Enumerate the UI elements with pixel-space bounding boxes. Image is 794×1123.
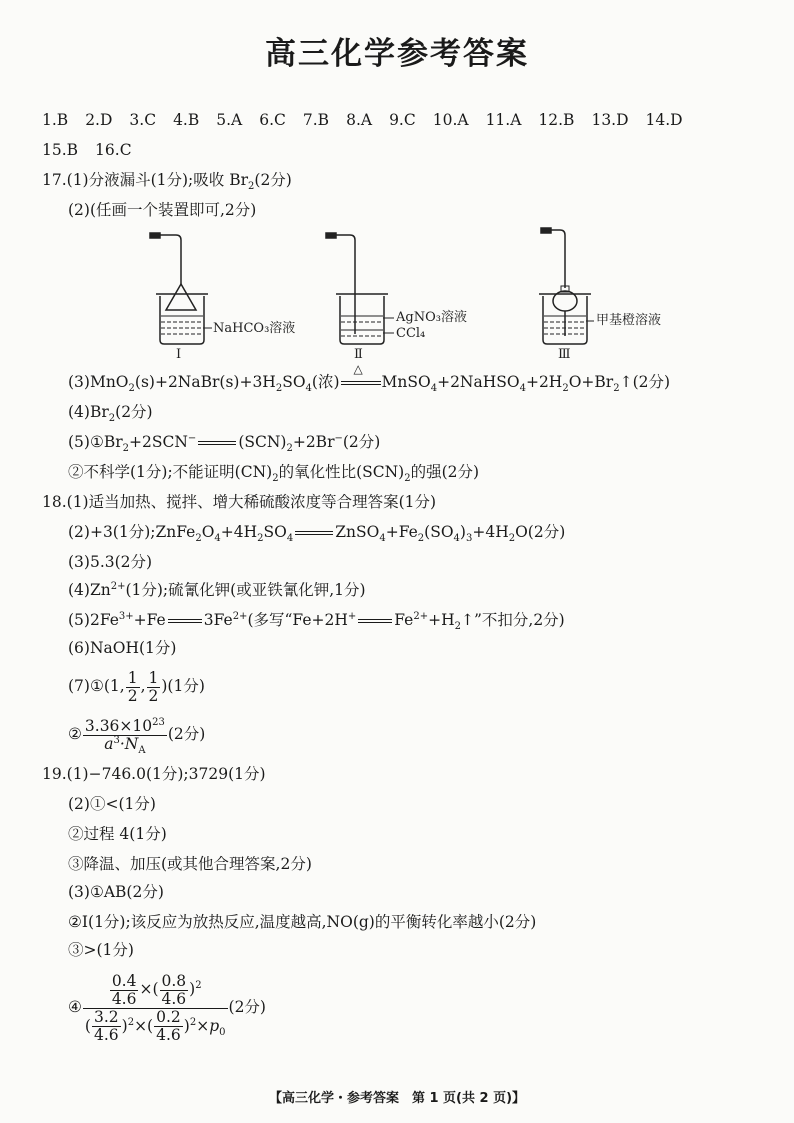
mc-answer: 9.C xyxy=(389,111,416,129)
q17-line-5: $(5)①Br_2+2SCN^-$ $(SCN)_2+2Br^-(2$分) xyxy=(68,432,381,455)
q18-line-4: $(4)Zn^{2+}(1$分);硫氰化钾(或亚铁氰化钾,1分) xyxy=(68,580,366,599)
q17-line-4: $(4)Br_2(2$分) xyxy=(68,403,153,425)
q17-line-3: $(3)MnO_2(s)+2NaBr(s)+3H_2SO_4$(浓) △ $MnSO_4+2NaHSO_4+2H_2O+Br_2↑(2$分) xyxy=(68,362,671,395)
mc-answers-row-1 xyxy=(42,110,700,130)
q19-line-7: ③>(1分) xyxy=(68,941,134,959)
fraction-half-1: $\frac{1}{2}$ xyxy=(127,668,138,705)
q18-line-1: 18.(1)适当加热、搅拌、增大稀硫酸浓度等合理答案(1分) xyxy=(42,493,437,511)
apparatus-2-label-2: CCl₄ xyxy=(396,326,426,341)
mc-answer: 14.D xyxy=(645,111,683,129)
apparatus-2 xyxy=(326,233,394,344)
q19-line-2: (2)①<(1分) xyxy=(68,795,156,813)
q17-line-1: 17.(1)分液漏斗(1分);吸收 $Br_2(2$分) xyxy=(42,171,292,193)
mc-answer: 3.C xyxy=(129,111,157,129)
page-title: 高三化学参考答案 xyxy=(265,36,529,72)
mc-answer: 2.D xyxy=(85,111,113,129)
mc-answer: 10.A xyxy=(432,111,469,129)
mc-answer: 15.B xyxy=(42,141,79,159)
mc-answer: 1.B xyxy=(42,111,69,129)
kp-expression: $\frac{0.4}{4.6}$ ×( $\frac{0.8}{4.6}$ )$^2$ ( $\frac{3.2}{4.6}$ )$^2$×( $\frac{0.2}{4.6}$ )$^2\times p_0$ xyxy=(84,971,226,1044)
mc-answer: 4.B xyxy=(173,111,200,129)
mc-answers-row-2 xyxy=(42,140,149,160)
q19-line-3: ②过程 4(1分) xyxy=(68,825,167,843)
apparatus-3 xyxy=(539,228,594,344)
density-fraction: $\frac{3.36\times 10^{23}}{a^3\cdot N_A}$ xyxy=(84,716,165,756)
q18-line-7: (7)①(1, $\frac{1}{2}$ , $\frac{1}{2}$ )(1分) xyxy=(68,668,205,705)
q18-line-2: (2)+3(1分)$;ZnFe_2O_4+4H_2SO_4$ $ZnSO_4+Fe_2(SO_4)_3+4H_2O(2$分) xyxy=(68,523,566,545)
apparatus-2-label-1: AgNO₃溶液 xyxy=(396,310,467,325)
q19-line-5: (3)①AB(2分) xyxy=(68,883,164,901)
q18-line-3: (3)5.3(2分) xyxy=(68,553,153,571)
q18-line-5: $(5)2Fe^{3+}+Fe$ $3Fe^{2+}$(多写“Fe+2H+ $Fe^{2+}+H_2↑$”不扣分,2分) xyxy=(68,610,565,633)
heat-equals-sign: △ xyxy=(340,372,382,392)
q18-line-8: ② $\frac{3.36\times 10^{23}}{a^3\cdot N_A}$ (2分) xyxy=(68,716,206,756)
page-footer: 【高三化学・参考答案 第 1 页(共 2 页)】 xyxy=(268,1091,526,1106)
mc-answer: 6.C xyxy=(259,111,286,129)
apparatus-1-number: Ⅰ xyxy=(176,347,182,362)
mc-answer: 8.A xyxy=(346,111,373,129)
mc-answer: 16.C xyxy=(95,141,132,159)
q19-line-4: ③降温、加压(或其他合理答案,2分) xyxy=(68,855,312,873)
mc-answer: 11.A xyxy=(485,111,522,129)
mc-answer: 12.B xyxy=(538,111,575,129)
q19-line-1: 19.(1)−746.0(1分);3729(1分) xyxy=(42,765,266,783)
apparatus-3-label: 甲基橙溶液 xyxy=(596,313,662,328)
mc-answer: 5.A xyxy=(216,111,243,129)
apparatus-2-number: Ⅱ xyxy=(354,347,363,362)
apparatus-3-number: Ⅲ xyxy=(558,347,571,362)
q19-line-6: ②Ⅰ(1分);该反应为放热反应,温度越高,NO(g)的平衡转化率越小(2分) xyxy=(68,913,537,931)
apparatus-diagrams xyxy=(0,224,794,364)
mc-answer: 7.B xyxy=(302,111,330,129)
apparatus-1-label: NaHCO₃溶液 xyxy=(213,321,296,336)
mc-answer: 13.D xyxy=(591,111,629,129)
apparatus-1 xyxy=(150,233,212,344)
q19-line-8: ④ $\frac{0.4}{4.6}$ ×( $\frac{0.8}{4.6}$ )$^2$ ( $\frac{3.2}{4.6}$ )$^2$×( $\frac{0.2}{4.6}$ )$^2\times p_0$ (2分) xyxy=(68,971,266,1044)
q17-line-2: (2)(任画一个装置即可,2分) xyxy=(68,201,257,219)
fraction-half-2: $\frac{1}{2}$ xyxy=(148,668,159,705)
q18-line-6: (6)NaOH(1分) xyxy=(68,639,177,657)
q17-line-6: ②不科学(1分);不能证明$(CN)_2$的氧化性比$(SCN)_2$的强(2分) xyxy=(68,463,480,485)
